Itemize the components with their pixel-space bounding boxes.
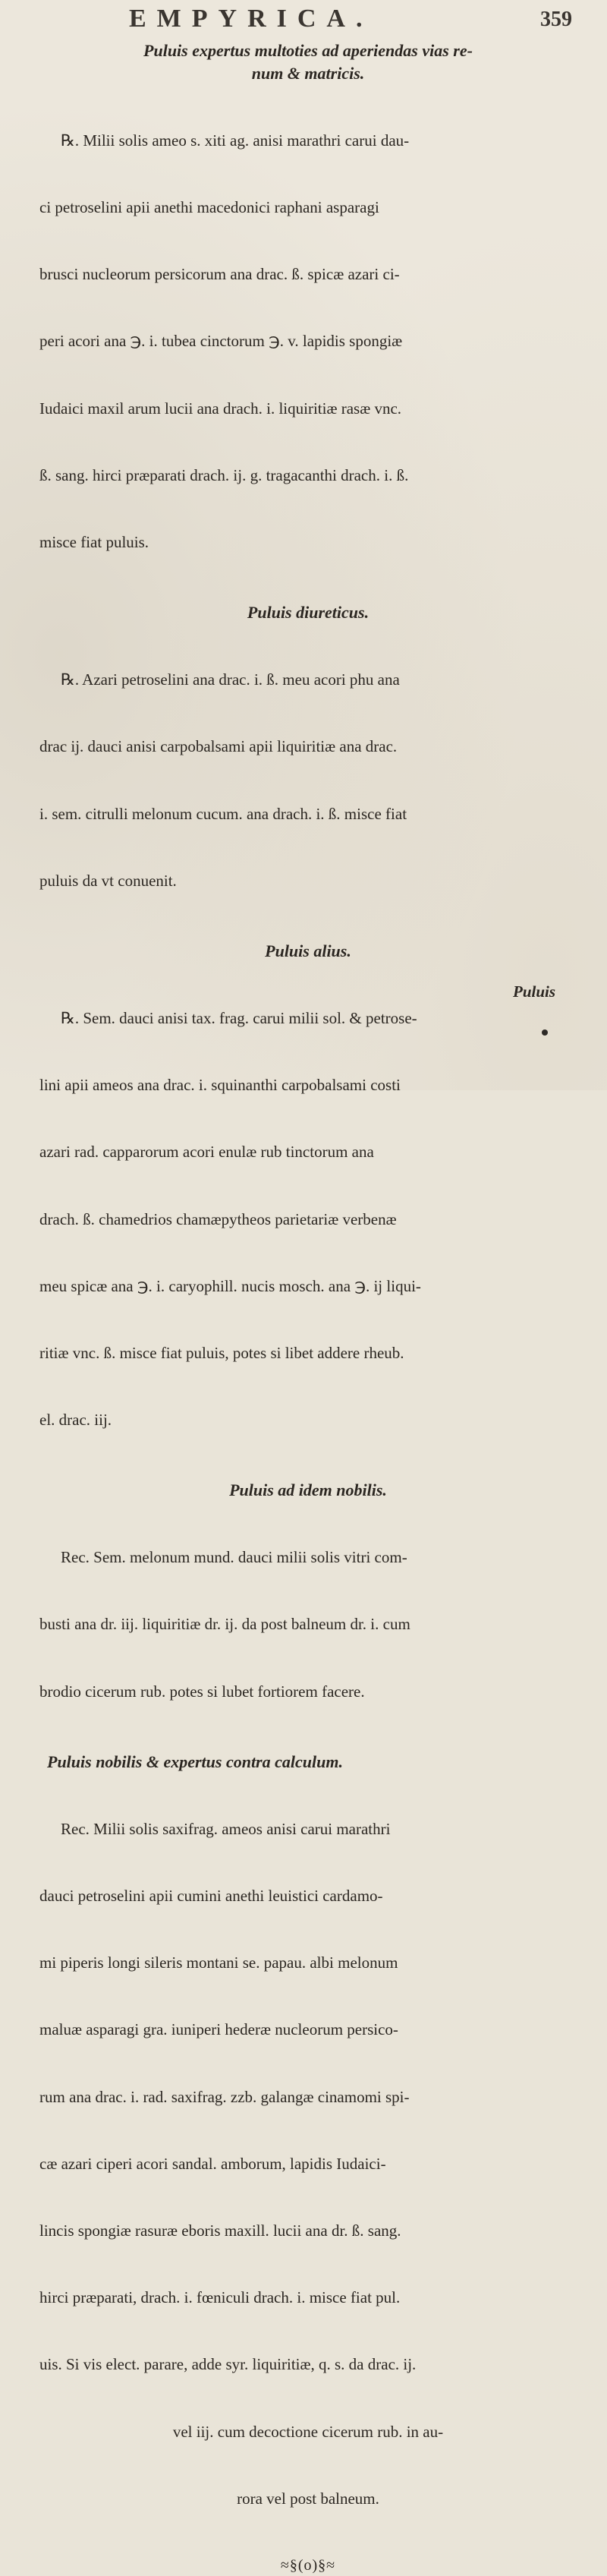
heading-line: Puluis alius. [265,941,351,961]
text-line: vel iij. cum decoctione cicerum rub. in au- [172,2422,444,2441]
page-number: 359 [540,8,572,31]
text-line: lini apii ameos ana drac. i. squinanthi carpobalsami costi [39,1076,401,1095]
text-line: ℞. Sem. dauci anisi tax. frag. carui milii sol. & petrose- [61,1008,417,1027]
recipe-text [39,1502,577,1747]
recipe-section [39,601,577,937]
text-line: uis. Si vis elect. parare, adde syr. liquiritiæ, q. s. da drac. ij. [39,2355,417,2374]
text-line: drac ij. dauci anisi carpobalsami apii liquiritiæ ana drac. [39,737,398,756]
text-line: azari rad. capparorum acori enulæ rub tinctorum ana [39,1143,374,1162]
heading-line: Puluis diureticus. [247,603,370,623]
section-heading [39,1751,577,1774]
text-line: hirci præparati, drach. i. fœniculi drach. i. misce fiat pul. [39,2288,401,2307]
text-line: ℞. Azari petroselini ana drac. i. ß. meu acori phu ana [61,670,400,689]
text-line: dauci petroselini apii cumini anethi leuistici cardamo- [39,1886,383,1905]
recipe-text [39,85,577,598]
text-line: maluæ asparagi gra. iuniperi hederæ nucleorum persico- [39,2020,398,2039]
text-line: brusci nucleorum persicorum ana drac. ß. spicæ azari ci- [39,265,400,284]
text-line: Iudaici maxil arum lucii ana drach. i. liquiritiæ rasæ vnc. [39,399,402,418]
text-line: misce fiat puluis. [39,533,149,552]
heading-line: Puluis ad idem nobilis. [229,1480,387,1500]
text-line: el. drac. iij. [39,1411,112,1430]
text-line: peri acori ana ℈. i. tubea cinctorum ℈. v. lapidis spongiæ [39,332,403,351]
text-line: Rec. Milii solis saxifrag. ameos anisi carui marathri [61,1819,391,1838]
text-line: rum ana drac. i. rad. saxifrag. zzb. galangæ cinamomi spi- [39,2087,410,2106]
section-heading [39,1479,577,1502]
recipe-section [39,940,577,1476]
catchword: Puluis [513,982,556,1001]
text-line: i. sem. citrulli melonum cucum. ana drach. i. ß. misce fiat [39,804,407,823]
recipe-text [39,963,577,1476]
text-line: Rec. Sem. melonum mund. dauci milii solis vitri com- [61,1548,407,1567]
heading-line: Puluis nobilis & expertus contra calculum. [47,1751,343,1771]
recipe-text [39,1774,577,2555]
heading-line: num & matricis. [251,64,365,83]
section-heading [39,940,577,963]
running-head [0,3,607,36]
text-line: cæ azari ciperi acori sandal. amborum, lapidis Iudaici- [39,2154,386,2173]
text-line: lincis spongiæ rasuræ eboris maxill. lucii ana dr. ß. sang. [39,2221,401,2240]
ink-blot [542,1029,548,1036]
printers-ornament: ≈§(o)§≈ [280,2557,336,2574]
recipe-section [39,1479,577,1747]
text-line: puluis da vt conuenit. [39,871,177,890]
text-line: ß. sang. hirci præparati drach. ij. g. tragacanthi drach. i. ß. [39,465,409,484]
running-title: EMPYRICA. [129,5,373,33]
text-block [39,39,577,2576]
text-line: brodio cicerum rub. potes si lubet fortiorem facere. [39,1682,365,1701]
section-heading [39,601,577,624]
text-line: busti ana dr. iij. liquiritiæ dr. ij. da post balneum dr. i. cum [39,1615,410,1634]
text-line: ℞. Milii solis ameo s. xiti ag. anisi marathri carui dau- [61,131,410,150]
text-line: rora vel post balneum. [237,2489,379,2508]
text-line: ci petroselini apii anethi macedonici raphani asparagi [39,198,379,217]
text-line: ritiæ vnc. ß. misce fiat puluis, potes si libet addere rheub. [39,1343,404,1362]
recipe-section [39,39,577,598]
heading-line: Puluis expertus multoties ad aperiendas vias re- [143,41,473,60]
recipe-text [39,624,577,937]
text-line: mi piperis longi sileris montani se. papau. albi melonum [39,1953,398,1972]
section-heading [39,39,577,85]
text-line: drach. ß. chamedrios chamæpytheos parietariæ verbenæ [39,1209,397,1228]
text-line: meu spicæ ana ℈. i. caryophill. nucis mosch. ana ℈. ij liqui- [39,1276,421,1295]
recipe-section [39,1751,577,2555]
